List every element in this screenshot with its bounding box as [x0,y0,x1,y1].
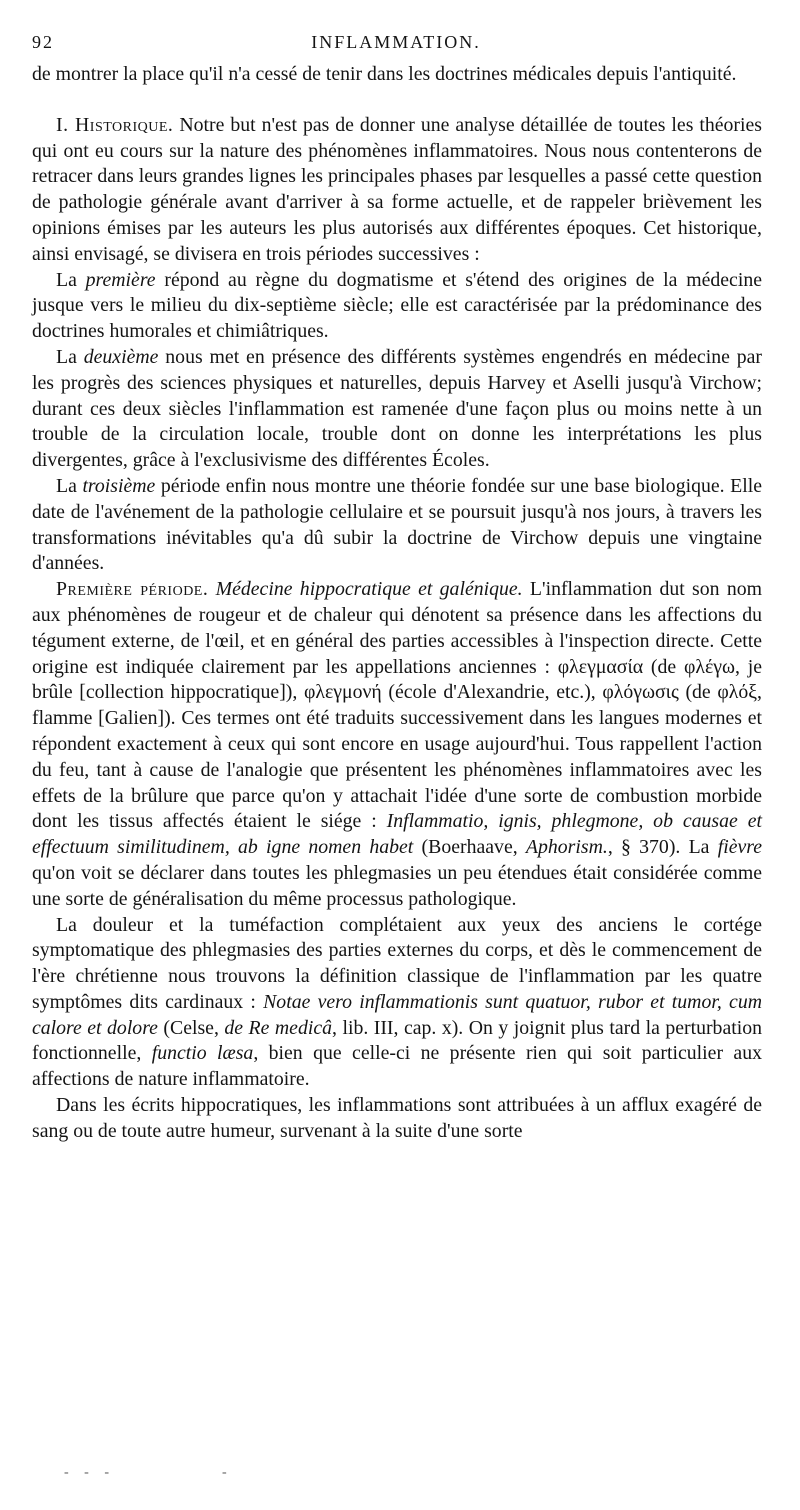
paragraph-deuxieme: La deuxième nous met en présence des différents systèmes engendrés en médecine par les progrès des sciences physiques et naturelles, depuis Harvey et Aselli jusqu'à Virchow; durant ces deux siècles l'inflammation est ramenée d'une façon plus ou moins nette à un trouble de la circulation locale, trouble dont on donne les interprétations les plus divergentes, grâce à l'exclusivisme des différentes Écoles. [32,345,762,472]
greek-term: φλέγω [683,655,736,678]
footer-scan-marks: - - - [64,1465,115,1480]
latin-quote: Inflammatio, ignis, phlegmone, ob causae et effectuum similitudinem, ab igne nomen habet [32,810,762,859]
greek-term: φλόξ [717,681,758,704]
greek-term: φλεγμονή [303,681,382,704]
footer-scan-dash: - [222,1465,227,1480]
greek-term: φλεγμασία [557,655,644,678]
greek-term: φλόγωσις [602,681,679,704]
body-text [32,62,762,1145]
page-header [32,32,760,58]
paragraph-historique: I. Historique. Notre but n'est pas de donner une analyse détaillée de toutes les théories qui ont eu cours sur la nature des phénomènes inflammatoires. Nous nous contenterons de retracer dans leurs grandes lignes les principales phases par lesquelles a passé cette question de pathologie générale avant d'arriver à sa forme actuelle, et de rappeler brièvement les opinions émises par les auteurs les plus autorisés aux différentes époques. Cet historique, ainsi envisagé, se divisera en trois périodes successives : [32,113,762,265]
section-heading-historique: I. Historique. [56,113,174,136]
section-heading-premiere-periode: Première période. [56,578,209,601]
section-subtitle: Médecine hippocratique et galénique. [215,578,523,601]
paragraph-hippocratiques: Dans les écrits hippocratiques, les inflammations sont attribuées à un afflux exagéré de sang ou de toute autre humeur, survenant à la suite d'une sorte [32,1094,762,1142]
paragraph-premiere: La première répond au règne du dogmatisme et s'étend des origines de la médecine jusque vers le milieu du dix-septième siècle; elle est caractérisée par la prédominance des doctrines humorales et chimiâtriques. [32,268,762,343]
paragraph-premiere-periode: Première période. Médecine hippocratique et galénique. L'inflammation dut son nom aux phénomènes de rougeur et de chaleur qui dénotent sa présence dans les affections du tégument externe, de l'œil, et en général des parties accessibles à l'inspection directe. Cette origine est indiquée clairement par les appellations anciennes : φλεγμασία (de φλέγω, je brûle [collection hippocratique]), φλεγμονή (école d'Alexandrie, etc.), φλόγωσις (de φλόξ, flamme [Galien]). Ces termes ont été traduits successivement dans les langues modernes et répondent exactement à ceux qui sont encore en usage aujourd'hui. Tous rappellent l'action du feu, tant à cause de l'analogie que présentent les phénomènes inflammatoires avec les effets de la brûlure que parce qu'on y attachait l'idée d'une sorte de combustion morbide dont les tissus affectés étaient le siége : Inflammatio, ignis, phlegmone, ob causae et effectuum similitudinem, ab igne nomen habet (Boerhaave, Aphorism., § 370). La fièvre qu'on voit se déclarer dans toutes les phlegmasies un peu étendues était considérée comme une sorte de généralisation du même processus pathologique. [32,578,763,910]
paragraph-troisieme: La troisième période enfin nous montre une théorie fondée sur une base biologique. Elle date de l'avénement de la pathologie cellulaire et se poursuit jusqu'à nos jours, à travers les transformations inévitables qu'a dû subir la doctrine de Virchow depuis une vingtaine d'années. [32,474,762,575]
running-title: INFLAMMATION. [311,32,481,52]
paragraph-symptomes: La douleur et la tuméfaction complétaient aux yeux des anciens le cortége symptomatique des phlegmasies des parties externes du corps, et dès le commencement de l'ère chrétienne nous trouvons la définition classique de l'inflammation par les quatre symptômes dits cardinaux : Notae vero inflammationis sunt quatuor, rubor et tumor, cum calore et dolore (Celse, de Re medicâ, lib. III, cap. x). On y joignit plus tard la perturbation fonctionnelle, functio læsa, bien que celle-ci ne présente rien qui soit particulier aux affections de nature inflammatoire. [32,913,763,1091]
page-number: 92 [32,32,54,52]
paragraph-continuation: de montrer la place qu'il n'a cessé de tenir dans les doctrines médicales depuis l'antiquité. [32,63,737,85]
latin-quote: Notae vero inflammationis sunt quatuor, rubor et tumor, cum calore et dolore [32,990,762,1039]
